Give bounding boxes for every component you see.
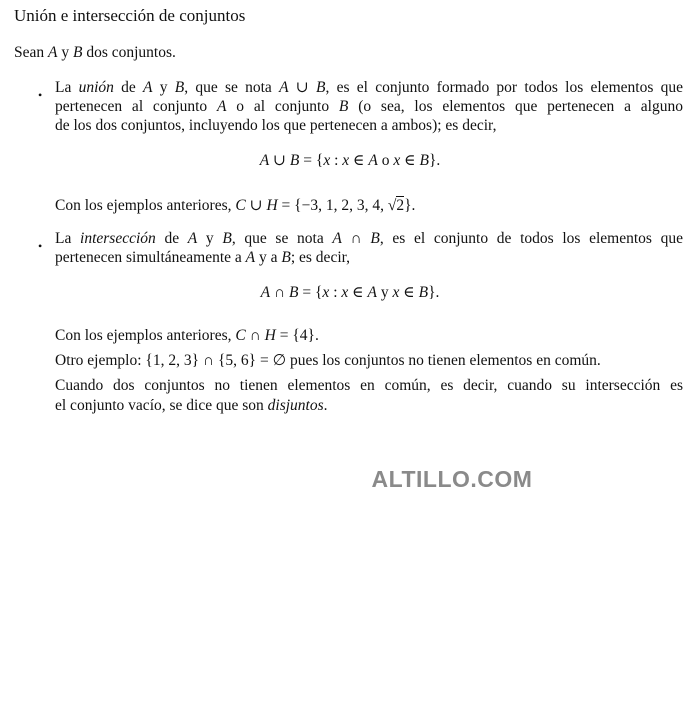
text: ∪ xyxy=(269,152,290,169)
text-line-intro xyxy=(14,43,176,62)
italic-text: x xyxy=(341,284,349,301)
text-line-other-example xyxy=(55,351,601,370)
text: dos conjuntos. xyxy=(82,44,176,61)
text: ∈ xyxy=(348,284,368,301)
italic-text: A xyxy=(259,152,270,169)
text: o al conjunto xyxy=(226,98,339,115)
italic-text: C xyxy=(235,327,246,344)
text: y xyxy=(197,230,223,247)
italic-text: B xyxy=(316,79,326,96)
text: = { xyxy=(298,284,323,301)
italic-text: A xyxy=(260,284,271,301)
text-line-union-3 xyxy=(55,116,496,135)
text: y a xyxy=(255,249,282,266)
bullet-icon: • xyxy=(38,239,43,253)
text: ∪ xyxy=(288,79,317,96)
italic-text: A xyxy=(143,79,153,96)
text: = {4}. xyxy=(275,327,319,344)
watermark-logo: ALTILLO.COM xyxy=(371,466,533,492)
italic-text: B xyxy=(281,249,291,266)
text: ∩ xyxy=(270,284,290,301)
text: , es el conjunto formado por todos los elementos que xyxy=(325,79,683,96)
text: de xyxy=(155,230,188,247)
text: Sean xyxy=(14,44,49,61)
text: . xyxy=(323,397,328,414)
text: La xyxy=(55,79,79,96)
text: ∩ xyxy=(341,230,371,247)
text-line-inter-2 xyxy=(55,248,350,267)
italic-text: B xyxy=(222,230,232,247)
text-line-inter-example xyxy=(55,326,319,345)
text: , que se nota xyxy=(184,79,280,96)
text: pertenecen al conjunto xyxy=(55,98,217,115)
text-line-union-2 xyxy=(55,97,683,116)
text: pertenecen simultáneamente a xyxy=(55,249,246,266)
text: = { xyxy=(299,152,324,169)
text-line-union-1 xyxy=(55,78,683,97)
italic-text: A xyxy=(187,230,198,247)
italic-text: disjuntos xyxy=(267,397,324,414)
italic-text: unión xyxy=(78,79,114,96)
text: ∈ xyxy=(399,284,419,301)
italic-text: B xyxy=(418,284,429,301)
text: ∈ xyxy=(400,152,420,169)
italic-text: A xyxy=(245,249,256,266)
text: 2 xyxy=(396,197,405,214)
italic-text: intersección xyxy=(80,230,156,247)
text-line-disjoint-2 xyxy=(55,396,328,415)
text: = {−3, 1, 2, 3, 4, √ xyxy=(277,197,397,214)
italic-text: x xyxy=(393,152,401,169)
text: Otro ejemplo: {1, 2, 3} ∩ {5, 6} = ∅ pues los conjuntos no tienen elementos en común. xyxy=(55,352,601,369)
text: ∪ xyxy=(245,197,267,214)
text: o xyxy=(377,152,394,169)
italic-text: A xyxy=(217,98,227,115)
text: ∈ xyxy=(349,152,369,169)
italic-text: C xyxy=(235,197,246,214)
italic-text: B xyxy=(419,152,429,169)
italic-text: H xyxy=(266,197,278,214)
text: }. xyxy=(428,152,441,169)
text-line-inter-formula xyxy=(0,283,700,302)
text: ; es decir, xyxy=(290,249,351,266)
text: de los dos conjuntos, incluyendo los que pertenecen a ambos); es decir, xyxy=(55,117,497,134)
italic-text: H xyxy=(264,327,276,344)
text: Cuando dos conjuntos no tienen elementos en común, es decir, cuando su intersección es xyxy=(55,377,683,394)
text: : xyxy=(329,284,342,301)
text-line-disjoint-1 xyxy=(55,376,683,395)
italic-text: B xyxy=(338,98,349,115)
bullet-icon: • xyxy=(38,88,43,102)
text: Con los ejemplos anteriores, xyxy=(55,197,236,214)
text-line-inter-1 xyxy=(55,229,683,248)
italic-text: A xyxy=(368,152,378,169)
italic-text: B xyxy=(289,152,300,169)
text: el conjunto vacío, se dice que son xyxy=(55,397,268,414)
italic-text: B xyxy=(370,230,380,247)
text-line-union-formula xyxy=(0,151,700,170)
italic-text: A xyxy=(367,284,377,301)
text: La xyxy=(55,230,81,247)
italic-text: A xyxy=(332,230,342,247)
text: y xyxy=(57,44,73,61)
text: y xyxy=(376,284,393,301)
italic-text: A xyxy=(279,79,289,96)
text: }. xyxy=(404,197,416,214)
italic-text: B xyxy=(289,284,299,301)
text: , es el conjunto de todos los elementos que xyxy=(379,230,683,247)
text: , que se nota xyxy=(231,230,333,247)
text: (o sea, los elementos que pertenecen a alguno xyxy=(348,98,683,115)
italic-text: A xyxy=(48,44,58,61)
text-line-union-example xyxy=(55,196,415,215)
italic-text: B xyxy=(174,79,185,96)
italic-text: B xyxy=(72,44,83,61)
italic-text: x xyxy=(323,152,331,169)
text: }. xyxy=(428,284,440,301)
text: ∩ xyxy=(245,327,265,344)
section-title: Unión e intersección de conjuntos xyxy=(14,6,246,25)
italic-text: x xyxy=(392,284,400,301)
text: : xyxy=(330,152,343,169)
italic-text: x xyxy=(342,152,350,169)
text: Con los ejemplos anteriores, xyxy=(55,327,236,344)
italic-text: x xyxy=(322,284,330,301)
text: y xyxy=(152,79,175,96)
text: de xyxy=(113,79,144,96)
